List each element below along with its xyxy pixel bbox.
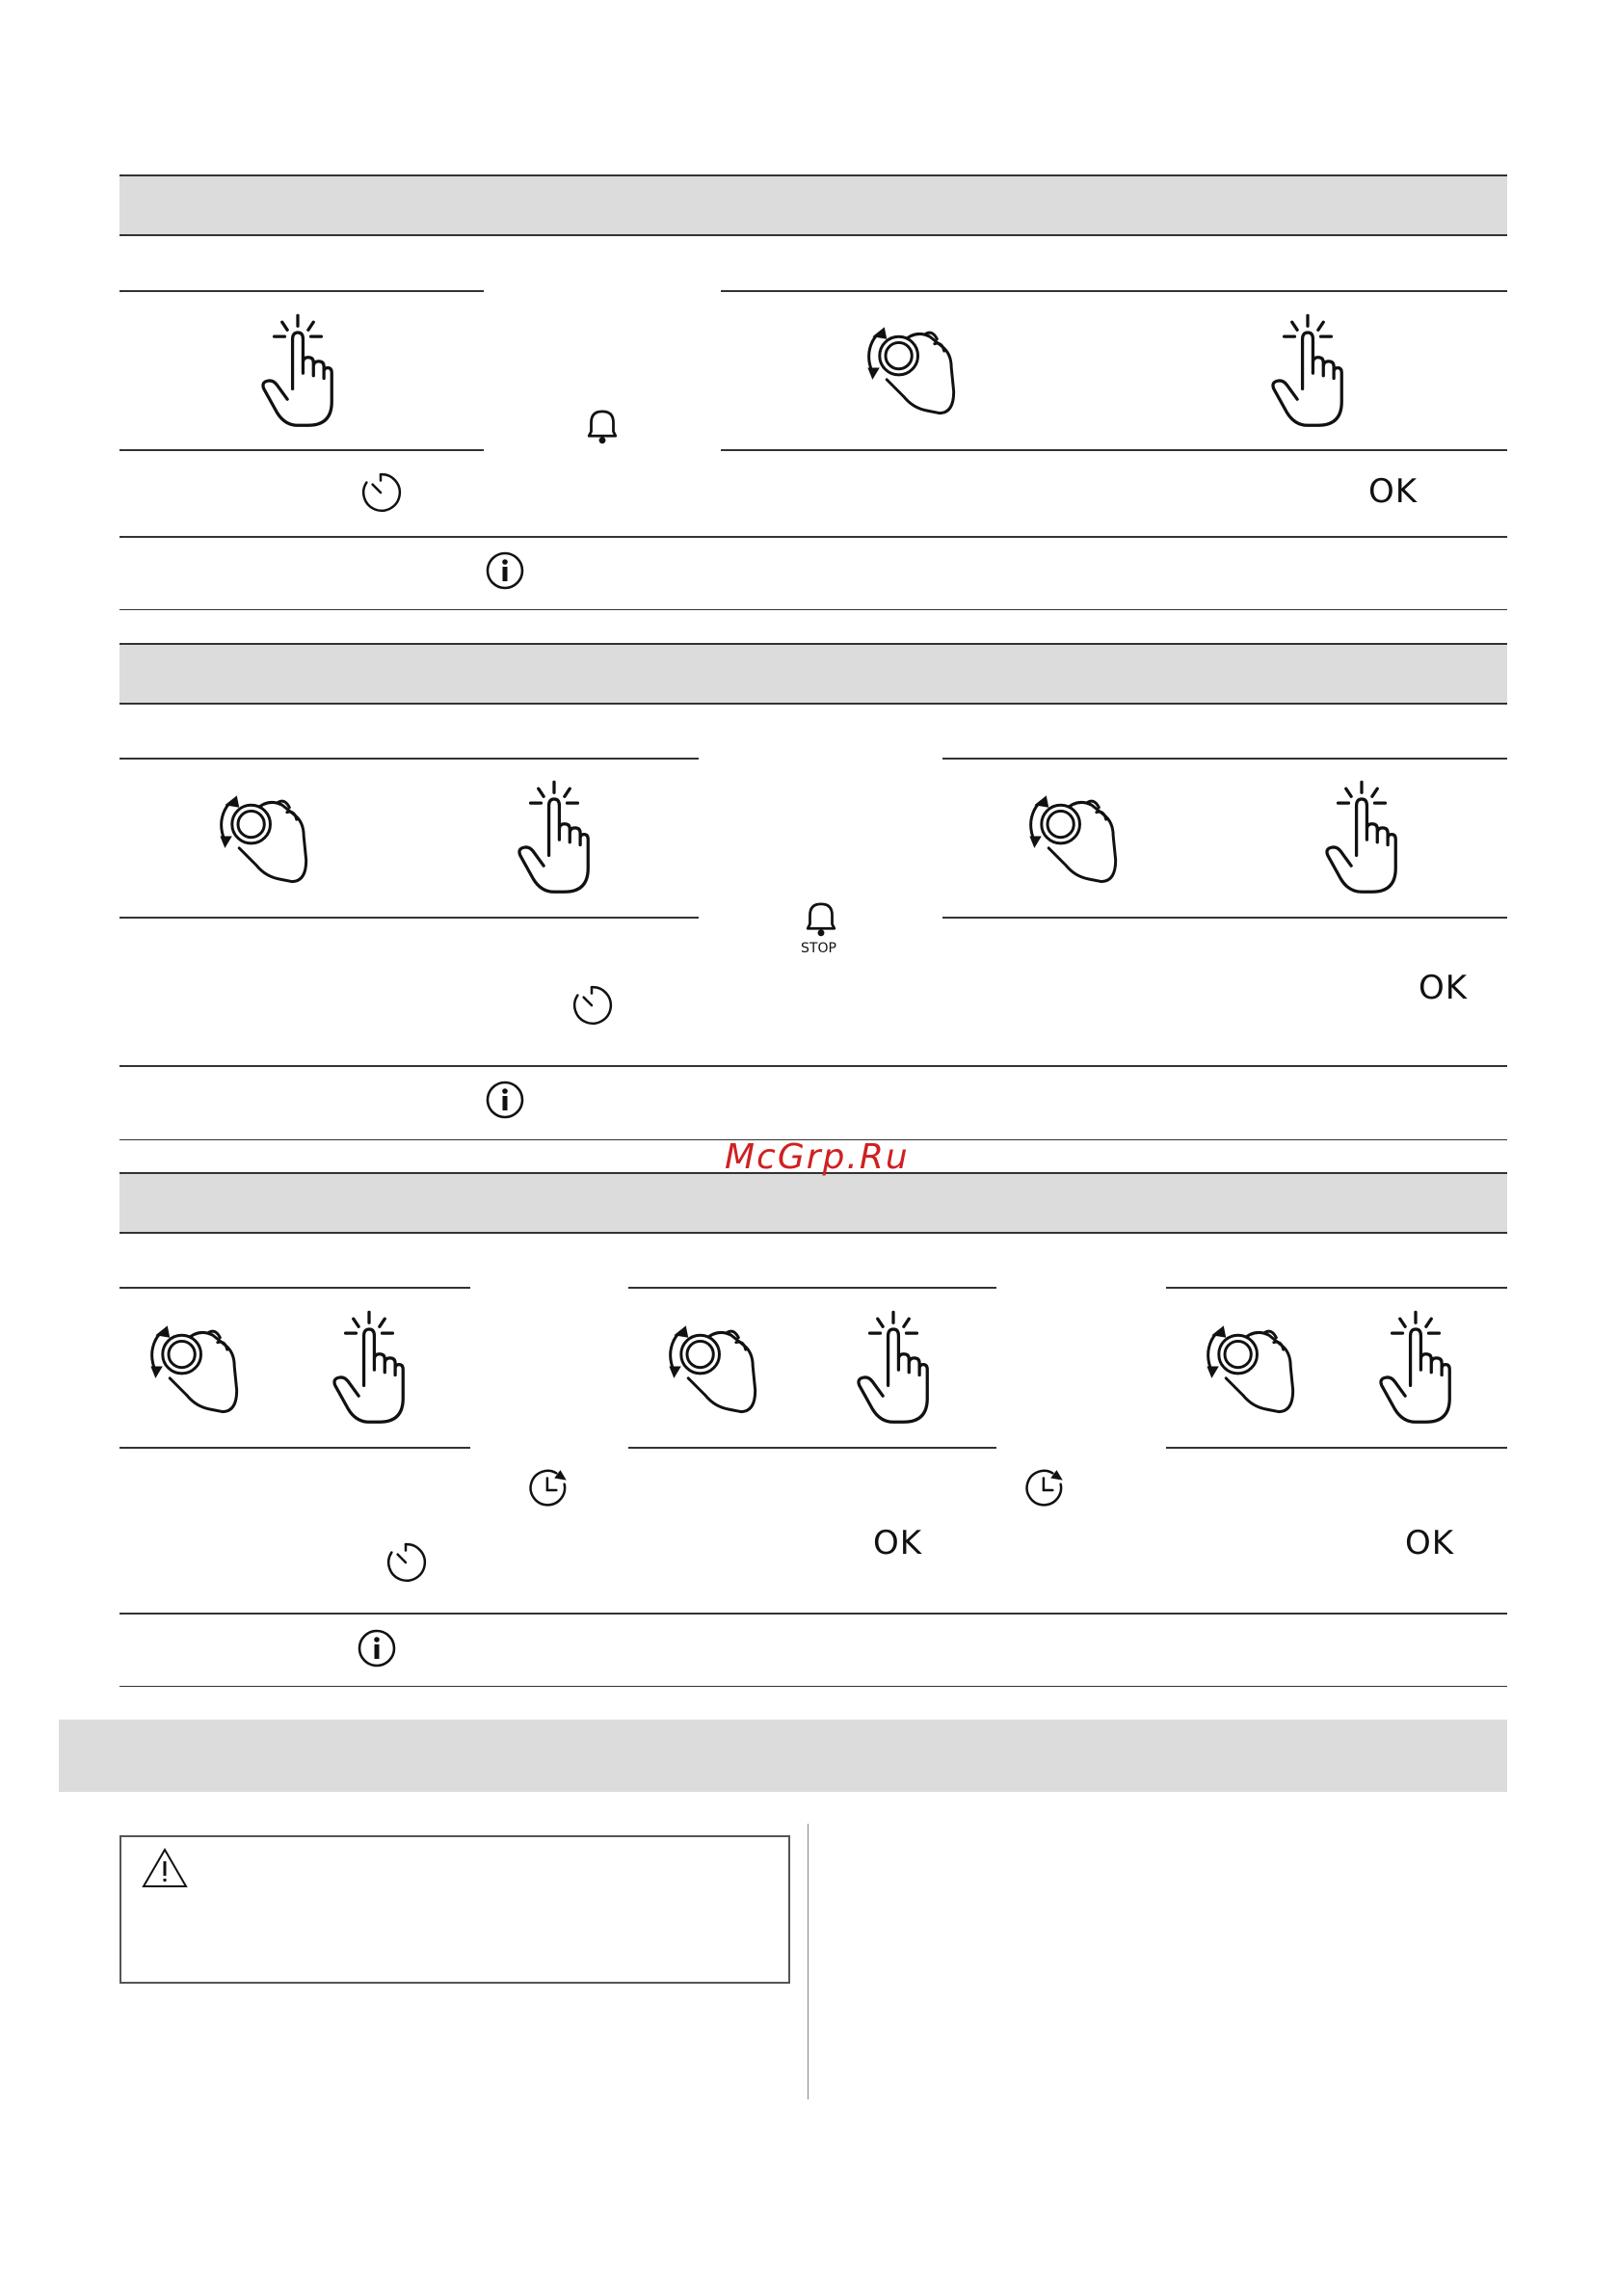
ok-label: OK <box>1405 1524 1455 1562</box>
divider <box>628 1447 996 1449</box>
divider <box>119 1447 470 1449</box>
clock-arrow-icon <box>526 1466 572 1512</box>
divider <box>119 290 484 292</box>
rotate-knob-icon <box>139 1301 258 1427</box>
stop-label: STOP <box>801 941 836 956</box>
rotate-knob-icon <box>657 1301 777 1427</box>
rotate-knob-icon <box>1195 1301 1314 1427</box>
rotate-knob-icon <box>1018 771 1137 896</box>
section-3-header-band <box>119 1172 1507 1234</box>
touch-hand-icon <box>258 310 337 428</box>
watermark-text: McGrp.Ru <box>725 1137 910 1177</box>
column-divider <box>808 1824 809 2099</box>
divider <box>1166 1447 1507 1449</box>
ok-label: OK <box>873 1524 923 1562</box>
section-2-header-band <box>119 643 1507 705</box>
ok-label: OK <box>1419 969 1469 1007</box>
touch-hand-icon <box>854 1307 933 1425</box>
rotate-knob-icon <box>856 303 975 428</box>
info-icon <box>356 1627 398 1669</box>
divider <box>119 536 1507 538</box>
warning-triangle-icon <box>141 1847 189 1889</box>
timer-icon <box>570 983 614 1028</box>
divider <box>942 917 1507 919</box>
section-1-header-band <box>119 174 1507 236</box>
info-icon <box>484 1079 526 1121</box>
divider <box>1166 1287 1507 1289</box>
bell-icon <box>580 405 624 449</box>
touch-hand-icon <box>330 1307 409 1425</box>
divider <box>942 758 1507 760</box>
timer-icon <box>384 1540 428 1585</box>
timer-icon <box>358 470 403 515</box>
divider <box>119 917 699 919</box>
touch-hand-icon <box>515 777 594 894</box>
divider <box>721 449 1507 451</box>
touch-hand-icon <box>1268 310 1347 428</box>
divider <box>119 758 699 760</box>
divider <box>119 1065 1507 1067</box>
divider <box>119 1686 1507 1687</box>
divider <box>119 1287 470 1289</box>
touch-hand-icon <box>1322 777 1401 894</box>
divider <box>628 1287 996 1289</box>
divider <box>721 290 1507 292</box>
warning-box <box>119 1835 790 1984</box>
divider <box>119 449 484 451</box>
bell-stop-icon <box>799 897 843 942</box>
clock-arrow-icon <box>1022 1466 1069 1512</box>
ok-label: OK <box>1368 472 1419 511</box>
divider <box>119 609 1507 610</box>
touch-hand-icon <box>1376 1307 1455 1425</box>
info-icon <box>484 549 526 592</box>
rotate-knob-icon <box>208 771 328 896</box>
divider <box>119 1613 1507 1615</box>
section-4-header-band <box>59 1720 1507 1792</box>
